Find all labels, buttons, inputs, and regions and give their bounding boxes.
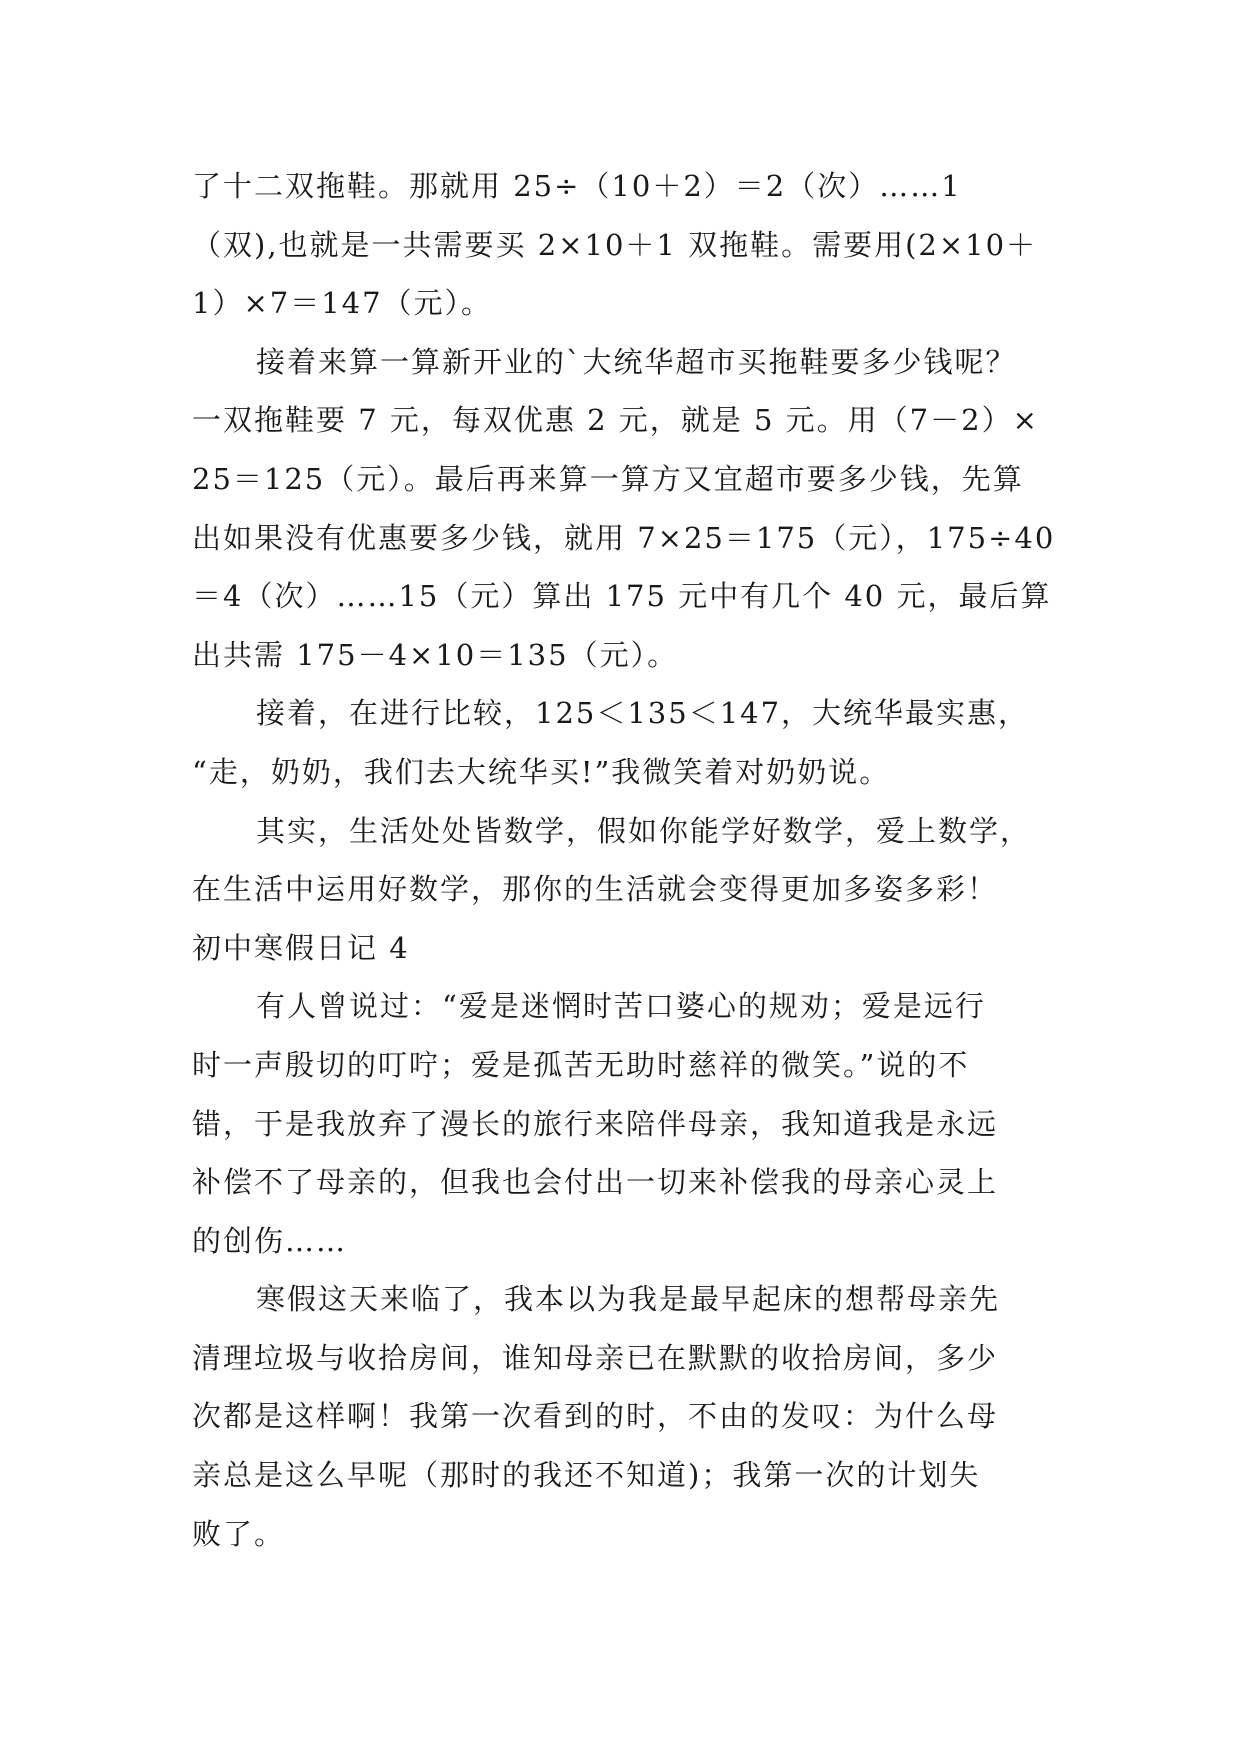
text-line: 出如果没有优惠要多少钱，就用 7×25＝175（元），175÷40 [192, 520, 1056, 555]
document-body [192, 157, 1056, 1563]
text-line: 错，于是我放弃了漫长的旅行来陪伴母亲，我知道我是永远 [192, 1106, 999, 1141]
text-line: 了十二双拖鞋。那就用 25÷（10＋2）＝2（次）……1 [192, 169, 962, 203]
text-line: 在生活中运用好数学，那你的生活就会变得更加多姿多彩！ [192, 872, 999, 907]
text-line: （双),也就是一共需要买 2×10＋1 双拖鞋。需要用(2×10＋ [192, 227, 1038, 262]
paragraph-start-line: 接着，在进行比较，125＜135＜147，大统华最实惠， [256, 696, 1030, 731]
text-line: 一双拖鞋要 7 元，每双优惠 2 元，就是 5 元。用（7－2）× [192, 403, 1039, 438]
section-heading: 初中寒假日记 4 [192, 930, 410, 965]
paragraph-start-line: 有人曾说过：“爱是迷惘时苦口婆心的规劝；爱是远行 [256, 989, 986, 1024]
text-line: 败了。 [192, 1516, 286, 1551]
text-line: 次都是这样啊！我第一次看到的时，不由的发叹：为什么母 [192, 1399, 999, 1434]
paragraph-start-line: 其实，生活处处皆数学，假如你能学好数学，爱上数学， [256, 813, 1032, 848]
paragraph-start-line: 接着来算一算新开业的`大统华超市买拖鞋要多少钱呢？ [256, 344, 1017, 379]
text-line: 清理垃圾与收拾房间，谁知母亲已在默默的收拾房间，多少 [192, 1340, 999, 1375]
text-line: 时一声殷切的叮咛；爱是孤苦无助时慈祥的微笑。”说的不 [192, 1047, 970, 1082]
text-line: 25＝125（元）。最后再来算一算方又宜超市要多少钱，先算 [192, 461, 1024, 496]
text-line: 出共需 175－4×10＝135（元）。 [192, 637, 679, 672]
text-line: 1）×7＝147（元）。 [192, 286, 493, 321]
text-line: 亲总是这么早呢（那时的我还不知道)；我第一次的计划失 [192, 1458, 981, 1493]
text-line: 补偿不了母亲的，但我也会付出一切来补偿我的母亲心灵上 [192, 1165, 999, 1200]
text-line: ＝4（次）……15（元）算出 175 元中有几个 40 元，最后算 [192, 579, 1052, 614]
paragraph-start-line: 寒假这天来临了，我本以为我是最早起床的想帮母亲先 [256, 1282, 1001, 1317]
text-line: “走，奶奶，我们去大统华买!”我微笑着对奶奶说。 [192, 754, 891, 789]
text-line: 的创伤…… [192, 1223, 348, 1258]
